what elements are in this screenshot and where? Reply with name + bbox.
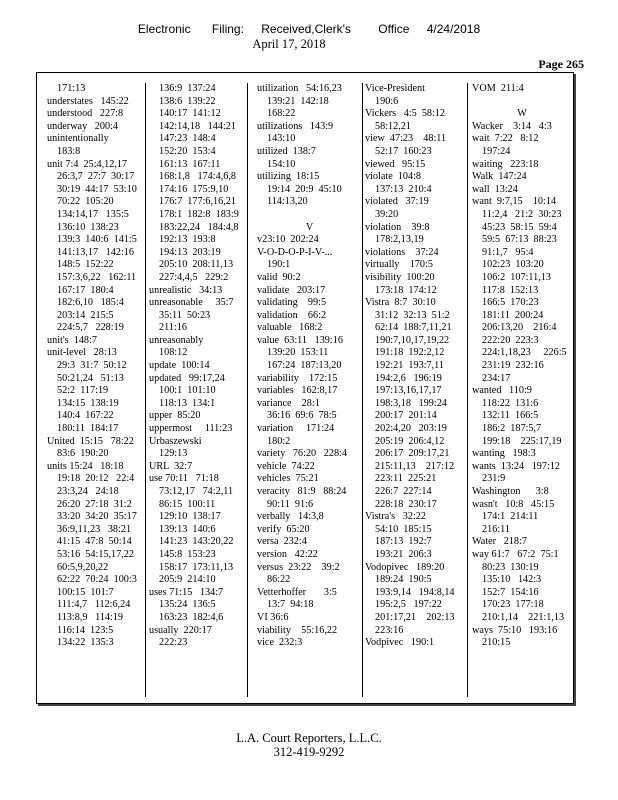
- index-continuation-line: 174:16 175:9,10: [159, 183, 229, 195]
- index-continuation-line: 194:13 203:19: [159, 246, 221, 258]
- filing-word-filing: Filing:: [211, 22, 244, 36]
- index-continuation-line: 145:8 153:23: [159, 548, 216, 560]
- index-continuation-line: 234:17: [482, 372, 511, 384]
- index-continuation-line: 193:21 206:3: [375, 548, 432, 560]
- index-continuation-line: 183:8: [57, 145, 81, 157]
- index-continuation-line: 30:19 44:17 53:10: [57, 183, 137, 195]
- index-continuation-line: 19:18 20:12 22:4: [57, 473, 135, 485]
- index-continuation-line: 90:11 91:6: [267, 498, 314, 510]
- index-entry: Washington 3:8: [472, 486, 549, 497]
- index-continuation-line: 183:22,24 184:4,8: [159, 221, 239, 233]
- index-continuation-line: 210:15: [482, 637, 511, 649]
- index-entry: Vetterhoffer 3:5: [257, 586, 337, 598]
- index-continuation-line: 117:8 152:13: [482, 284, 539, 296]
- section-letter: V: [305, 221, 314, 233]
- index-entry: use 70:11 71:18: [149, 473, 219, 485]
- index-continuation-line: 114:13,20: [267, 196, 308, 208]
- index-continuation-line: 45:23 58:15 59:4: [482, 221, 557, 233]
- index-continuation-line: 142:14,18 144:21: [159, 120, 236, 132]
- index-continuation-line: 224:5,7 228:19: [57, 322, 124, 334]
- index-entry: variety 76:20 228:4: [257, 448, 347, 460]
- index-continuation-line: 83:6 190:20: [57, 448, 109, 460]
- index-continuation-line: 223:16: [375, 624, 404, 636]
- index-continuation-line: 58:12,21: [375, 120, 411, 132]
- index-continuation-line: 52:2 117:19: [57, 385, 109, 397]
- index-continuation-line: 202:4,20 203:19: [375, 423, 447, 435]
- index-continuation-line: 206:13,20 216:4: [482, 322, 557, 334]
- index-entry: uppermost 111:23: [149, 423, 233, 435]
- index-continuation-line: 52:17 160:23: [375, 145, 432, 157]
- index-entry: unreasonably: [149, 334, 204, 346]
- index-continuation-line: 187:13 192:7: [375, 536, 432, 548]
- index-continuation-line: 91:1,7 95:4: [482, 246, 534, 258]
- index-entry: unrealistic 34:13: [149, 284, 223, 296]
- index-continuation-line: 158:17 173:11,13: [159, 561, 234, 573]
- index-entry: wants 13:24 197:12: [472, 460, 561, 472]
- index-continuation-line: 60:5,9,20,22: [57, 561, 109, 573]
- index-entry: validating 99:5: [257, 297, 327, 309]
- index-continuation-line: 216:11: [482, 523, 510, 535]
- filing-word-office: Office: [378, 22, 410, 36]
- index-continuation-line: 203:14 215:5: [57, 309, 114, 321]
- index-continuation-line: 143:10: [267, 133, 296, 145]
- index-continuation-line: 174:1 214:11: [482, 511, 539, 523]
- index-continuation-line: 118:13 134:1: [159, 397, 216, 409]
- index-frame: [36, 72, 574, 704]
- index-entry: validation 66:2: [257, 309, 327, 321]
- index-continuation-line: 102:23 103:20: [482, 259, 544, 271]
- index-continuation-line: 11:2,4 21:2 30:23: [482, 208, 562, 220]
- index-entry: utilized 138:7: [257, 145, 316, 157]
- index-entry: want 9:7,15 10:14: [472, 196, 557, 208]
- index-entry: wait 7:22 8:12: [472, 133, 539, 145]
- index-continuation-line: 29:3 31:7 50:12: [57, 360, 127, 372]
- index-column-1: [47, 83, 146, 697]
- index-continuation-line: 100:15 101:7: [57, 586, 114, 598]
- index-entry: wasn't 10:8 45:15: [472, 498, 555, 510]
- index-entry: v23:10 202:24: [257, 234, 319, 246]
- index-continuation-line: 215:11,13 217:12: [375, 460, 455, 472]
- index-entry: VOM 211:4: [472, 83, 524, 94]
- index-continuation-line: 163:23 182:4,6: [159, 611, 224, 623]
- index-continuation-line: 205:10 208:11,13: [159, 259, 234, 271]
- index-continuation-line: 190:1: [267, 259, 291, 271]
- index-entry: Urbaszewski: [149, 435, 202, 447]
- index-continuation-line: 139:21 142:18: [267, 95, 329, 107]
- index-continuation-line: 222:23: [159, 637, 188, 649]
- index-continuation-line: 178:1 182:8 183:9: [159, 208, 239, 220]
- index-entry: versa 232:4: [257, 536, 307, 548]
- index-continuation-line: 197:24: [482, 145, 511, 157]
- index-continuation-line: 140:4 167:22: [57, 410, 114, 422]
- index-continuation-line: 211:16: [159, 322, 187, 334]
- index-continuation-line: 86:15 100:11: [159, 498, 216, 510]
- index-entry: value 63:11 139:16: [257, 334, 343, 346]
- index-continuation-line: 135:10 142:3: [482, 574, 542, 586]
- index-continuation-line: 136:10 138:23: [57, 221, 119, 233]
- index-entry: Walk 147:24: [472, 171, 527, 183]
- index-continuation-line: 147:23 148:4: [159, 133, 216, 145]
- index-entry: vehicle 74:22: [257, 460, 315, 472]
- index-entry: United 15:15 78:22: [47, 435, 134, 447]
- index-continuation-line: 134:14,17 135:5: [57, 208, 129, 220]
- index-entry: violated 37:19: [365, 196, 429, 208]
- footer-phone: 312-419-9292: [273, 745, 345, 759]
- filing-word-electronic: Electronic: [137, 22, 191, 36]
- index-continuation-line: 100:1 101:10: [159, 385, 216, 397]
- index-continuation-line: 152:20 153:4: [159, 145, 216, 157]
- index-continuation-line: 53:16 54:15,17,22: [57, 548, 134, 560]
- index-continuation-line: 36:9,11,23 38:21: [57, 523, 132, 535]
- index-continuation-line: 223:11 225:21: [375, 473, 437, 485]
- index-continuation-line: 36:16 69:6 78:5: [267, 410, 337, 422]
- index-continuation-line: 134:22 135:3: [57, 637, 114, 649]
- index-continuation-line: 135:24 136:5: [159, 599, 216, 611]
- index-entry: URL 32:7: [149, 460, 193, 472]
- index-continuation-line: 139:3 140:6 141:5: [57, 234, 137, 246]
- index-continuation-line: 167:17 180:4: [57, 284, 114, 296]
- index-continuation-line: 195:2,5 197:22: [375, 599, 442, 611]
- index-entry: virtually 170:5: [365, 259, 433, 271]
- index-continuation-line: 139:20 153:11: [267, 347, 329, 359]
- index-continuation-line: 170:23 177:18: [482, 599, 544, 611]
- index-continuation-line: 62:14 188:7,11,21: [375, 322, 452, 334]
- index-entry: versus 23:22 39:2: [257, 561, 340, 573]
- index-continuation-line: 161:13 167:11: [159, 158, 221, 170]
- index-entry: [472, 96, 572, 109]
- index-continuation-line: 141:23 143:20,22: [159, 536, 234, 548]
- index-continuation-line: 137:13 210:4: [375, 183, 432, 195]
- index-continuation-line: 129:10 138:17: [159, 511, 221, 523]
- index-entry: ways 75:10 193:16: [472, 624, 558, 636]
- index-continuation-line: 210:1,14 221:1,13: [482, 611, 565, 623]
- index-continuation-line: 148:5 152:22: [57, 259, 114, 271]
- index-continuation-line: 41:15 47:8 50:14: [57, 536, 132, 548]
- index-entry: vehicles 75:21: [257, 473, 319, 485]
- index-continuation-line: 154:10: [267, 158, 296, 170]
- index-continuation-line: 231:19 232:16: [482, 360, 544, 372]
- index-entry: viewed 95:15: [365, 158, 426, 170]
- index-entry: understood 227:8: [47, 108, 124, 120]
- index-entry: uses 71:15 134:7: [149, 586, 224, 598]
- index-continuation-line: 13:7 94:18: [267, 599, 314, 611]
- index-continuation-line: 205:19 206:4,12: [375, 435, 445, 447]
- index-continuation-line: 111:4,7 112:6,24: [57, 599, 131, 611]
- index-continuation-line: 136:9 137:24: [159, 83, 216, 94]
- index-entry: underway 200:4: [47, 120, 119, 132]
- index-continuation-line: 129:13: [159, 448, 188, 460]
- index-continuation-line: 139:13 140:6: [159, 523, 216, 535]
- index-continuation-line: 186:2 187:5,7: [482, 423, 542, 435]
- index-continuation-line: 173:18 174:12: [375, 284, 437, 296]
- index-continuation-line: 86:22: [267, 574, 291, 586]
- index-continuation-line: 205:9 214:10: [159, 574, 216, 586]
- index-continuation-line: 138:6 139:22: [159, 95, 216, 107]
- index-entry: Vodopivec 189:20: [365, 561, 445, 573]
- index-entry: utilizations 143:9: [257, 120, 334, 132]
- index-continuation-line: 224:1,18,23 226:5: [482, 347, 567, 359]
- index-entry: variance 28:1: [257, 397, 320, 409]
- index-continuation-line: 134:15 138:19: [57, 397, 119, 409]
- index-continuation-line: 193:9,14 194:8,14: [375, 586, 455, 598]
- index-entry: waiting 223:18: [472, 158, 539, 170]
- index-continuation-line: 168:1,8 174:4,6,8: [159, 171, 236, 183]
- filing-word-received: Received,Clerk's: [261, 22, 351, 36]
- index-continuation-line: 73:12,17 74:2,11: [159, 486, 234, 497]
- index-entry: Vickers 4:5 58:12: [365, 108, 446, 120]
- index-column-4: [365, 83, 468, 697]
- index-continuation-line: 222:20 223:3: [482, 334, 539, 346]
- index-entry: VI 36:6: [257, 611, 289, 623]
- index-continuation-line: 200:17 201:14: [375, 410, 437, 422]
- index-entry: Wacker 3:14 4:3: [472, 120, 552, 132]
- index-continuation-line: 106:2 107:11,13: [482, 271, 551, 283]
- index-continuation-line: 39:20: [375, 208, 399, 220]
- index-continuation-line: 198:3,18 199:24: [375, 397, 447, 409]
- index-continuation-line: 140:17 141:12: [159, 108, 221, 120]
- index-continuation-line: 191:18 192:2,12: [375, 347, 445, 359]
- index-continuation-line: 70:22 105:20: [57, 196, 114, 208]
- index-continuation-line: 181:11 200:24: [482, 309, 544, 321]
- footer-company: L.A. Court Reporters, L.L.C.: [236, 731, 382, 745]
- index-entry: Vistra 8:7 30:10: [365, 297, 436, 309]
- index-entry: valid 90:2: [257, 271, 301, 283]
- index-continuation-line: 192:21 193:7,11: [375, 360, 444, 372]
- index-continuation-line: 19:14 20:9 45:10: [267, 183, 342, 195]
- index-continuation-line: 116:14 123:5: [57, 624, 114, 636]
- index-entry: violate 104:8: [365, 171, 422, 183]
- index-continuation-line: 190:6: [375, 95, 399, 107]
- index-continuation-line: 26:20 27:18 31:2: [57, 498, 132, 510]
- index-entry: verify 65:20: [257, 523, 310, 535]
- index-continuation-line: 194:2,6 196:19: [375, 372, 442, 384]
- index-continuation-line: 178:2,13,19: [375, 234, 424, 246]
- index-continuation-line: 199:18 225:17,19: [482, 435, 562, 447]
- index-entry: variables 162:8,17: [257, 385, 338, 397]
- filing-date: 4/24/2018: [426, 22, 481, 36]
- index-continuation-line: 108:12: [159, 347, 188, 359]
- index-entry: unit 7:4 25:4,12,17: [47, 158, 128, 170]
- index-continuation-line: 180:2: [267, 435, 291, 447]
- index-entry: version 42:22: [257, 548, 318, 560]
- index-entry: utilizing 18:15: [257, 171, 320, 183]
- index-entry: violation 39:8: [365, 221, 430, 233]
- index-entry: unreasonable 35:7: [149, 297, 234, 309]
- index-continuation-line: 168:22: [267, 108, 296, 120]
- index-entry: verbally 14:3,8: [257, 511, 324, 523]
- document-date: April 17, 2018: [252, 37, 326, 51]
- index-entry: validate 203:17: [257, 284, 326, 296]
- index-entry: Vodpivec 190:1: [365, 637, 435, 649]
- index-continuation-line: 192:13 193:8: [159, 234, 216, 246]
- index-entry: violations 37:24: [365, 246, 439, 258]
- index-entry: units 15:24 18:18: [47, 460, 124, 472]
- index-entry: updated 99:17,24: [149, 372, 225, 384]
- index-entry: usually 220:17: [149, 624, 212, 636]
- index-continuation-line: 141:13,17 142:16: [57, 246, 134, 258]
- index-continuation-line: 50:21,24 51:13: [57, 372, 124, 384]
- index-continuation-line: 182:6,10 185:4: [57, 297, 124, 309]
- index-continuation-line: 167:24 187:13,20: [267, 360, 342, 372]
- index-continuation-line: 180:11 184:17: [57, 423, 119, 435]
- index-continuation-line: 206:17 209:17,21: [375, 448, 450, 460]
- index-continuation-line: 190:7,10,17,19,22: [375, 334, 450, 346]
- index-entry: variation 171:24: [257, 423, 335, 435]
- index-continuation-line: 189:24 190:5: [375, 574, 432, 586]
- index-entry: unintentionally: [47, 133, 109, 145]
- page-number: Page 265: [538, 57, 584, 71]
- index-continuation-line: 26:3,7 27:7 30:17: [57, 171, 135, 183]
- index-entry: Vice-President: [365, 83, 425, 94]
- index-continuation-line: 62:22 70:24 100:3: [57, 574, 137, 586]
- index-entry: unit-level 28:13: [47, 347, 117, 359]
- index-continuation-line: 166:5 170:23: [482, 297, 539, 309]
- index-entry: V-O-D-O-P-I-V-...: [257, 246, 333, 258]
- index-entry: variability 172:15: [257, 372, 338, 384]
- index-continuation-line: 80:23 130:19: [482, 561, 539, 573]
- index-entry: update 100:14: [149, 360, 210, 372]
- index-continuation-line: 231:9: [482, 473, 506, 485]
- index-continuation-line: 197:13,16,17,17: [375, 385, 442, 397]
- index-continuation-line: 23:3,24 24:18: [57, 486, 119, 497]
- index-entry: Water 218:7: [472, 536, 527, 548]
- index-entry: utilization 54:16,23: [257, 83, 342, 94]
- index-continuation-line: 33:20 34:20 35:17: [57, 511, 137, 523]
- index-entry: unit's 148:7: [47, 334, 97, 346]
- index-column-3: [257, 83, 363, 697]
- index-entry: veracity 81:9 88:24: [257, 486, 347, 497]
- index-continuation-line: 226:7 227:14: [375, 486, 432, 497]
- index-entry: way 61:7 67:2 75:1: [472, 548, 559, 560]
- index-entry: Vistra's 32:22: [365, 511, 426, 523]
- index-entry: wanting 198:3: [472, 448, 536, 460]
- section-letter: W: [517, 108, 527, 120]
- index-continuation-line: 227:4,4,5 229:2: [159, 271, 229, 283]
- index-entry: wanted 110:9: [472, 385, 532, 397]
- index-entry: viability 55:16,22: [257, 624, 338, 636]
- index-entry: view 47:23 48:11: [365, 133, 447, 145]
- index-entry: upper 85:20: [149, 410, 201, 422]
- index-continuation-line: 201:17,21 202:13: [375, 611, 455, 623]
- index-continuation-line: 35:11 50:23: [159, 309, 211, 321]
- index-continuation-line: 228:18 230:17: [375, 498, 437, 510]
- index-continuation-line: 59:5 67:13 88:23: [482, 234, 557, 246]
- index-column-5: [472, 83, 572, 697]
- index-continuation-line: 54:10 185:15: [375, 523, 432, 535]
- index-entry: [257, 209, 362, 222]
- index-entry: valuable 168:2: [257, 322, 323, 334]
- index-continuation-line: 31:12 32:13 51:2: [375, 309, 450, 321]
- index-entry: wall 13:24: [472, 183, 518, 195]
- index-continuation-line: 132:11 166:5: [482, 410, 539, 422]
- filing-stamp: [0, 22, 618, 36]
- index-entry: vice 232:3: [257, 637, 303, 649]
- index-continuation-line: 157:3,6,22 162:11: [57, 271, 137, 283]
- index-entry: visibility 100:20: [365, 271, 435, 283]
- index-continuation-line: 176:7 177:6,16,21: [159, 196, 236, 208]
- index-continuation-line: 171:13: [57, 83, 86, 94]
- index-continuation-line: 113:8,9 114:19: [57, 611, 124, 623]
- index-entry: understates 145:22: [47, 95, 129, 107]
- index-continuation-line: 152:7 154:16: [482, 586, 539, 598]
- index-continuation-line: 118:22 131:6: [482, 397, 539, 409]
- index-column-2: [149, 83, 248, 697]
